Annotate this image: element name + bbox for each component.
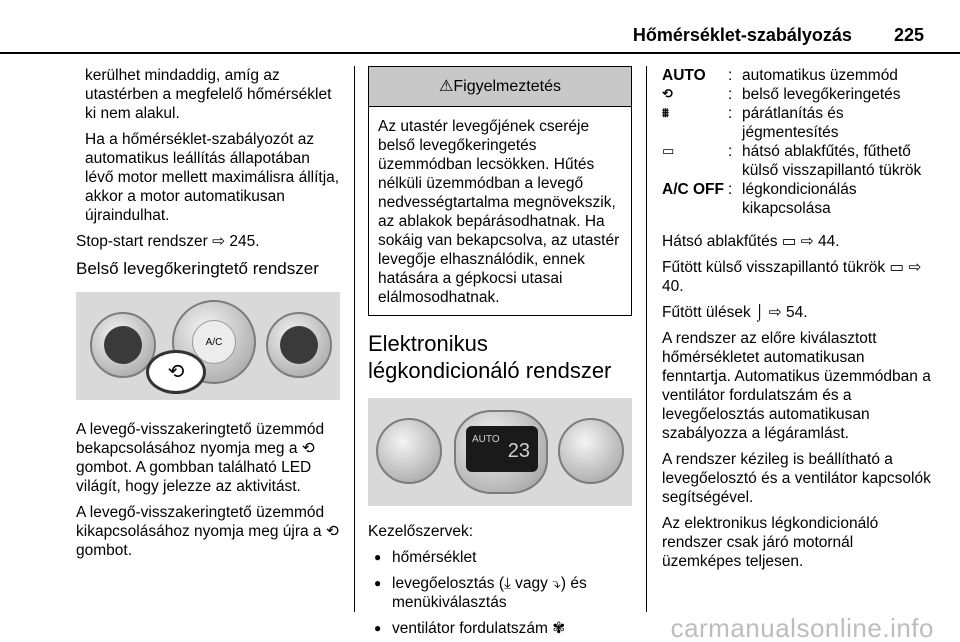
column-3 [662,66,932,578]
cross-reference: Stop-start rendszer ⇨ 245. [76,233,260,250]
list-item: ● ventilátor fordulatszám ✾ [368,619,632,638]
defrost-icon: ⩩ [662,106,669,121]
watermark: carmanualsonline.info [670,613,934,642]
cross-reference: Fűtött külső visszapillantó tükrök ▭ ⇨ 40. [662,259,922,295]
warning-title: ⚠Figyelmeztetés [369,67,631,107]
column-divider-2 [646,66,647,612]
legend-value: belső levegőkeringetés [742,86,901,103]
climate-control-illustration [368,398,632,506]
column-1 [76,66,340,567]
right-knob [266,312,332,378]
controls-title: Kezelőszervek: [368,523,474,540]
button-legend: AUTO : automatikus üzemmód ⟲ : belső levegőkeringetés ⩩ : párátlanítás és jégmentesítés ▭ : hátsó ablakfűtés, fűthető külső visszapillantó tükrök A/C OFF : légkondicionálás kikapcsolása [662,66,932,218]
legend-value: légkondicionálás kikapcsolása [742,181,857,217]
paragraph: A levegő-visszakeringtető üzemmód kikapcsolásához nyomja meg újra a ⟲ gombot. [76,504,339,559]
legend-value: párátlanítás és jégmentesítés [742,105,844,141]
cross-reference: Hátsó ablakfűtés ▭ ⇨ 44. [662,233,840,250]
rear-heat-icon: ▭ [662,144,675,159]
list-item: ● hőmérséklet [368,548,632,567]
climate-display [466,426,538,472]
page-header [633,26,924,45]
list-item: ● levegőelosztás (⤓ vagy ⤵) és menükiválasztás [368,574,632,612]
recirculation-illustration [76,292,340,400]
warning-box [368,66,632,316]
paragraph: A rendszer kézileg is beállítható a levegőelosztó és a ventilátor kapcsolók segítségével. [662,451,931,506]
display-temperature: 23 [507,440,530,462]
section-title: Hőmérséklet-szabályozás [632,25,852,45]
paragraph: A levegő-visszakeringtető üzemmód bekapcsolásához nyomja meg a ⟲ gombot. A gombban található LED világít, hogy jelezze az aktivitást. [76,421,325,495]
paragraph: Az elektronikus légkondicionáló rendszer csak járó motornál üzemképes teljesen. [662,515,879,570]
controls-list [368,548,632,638]
right-control [558,418,624,484]
left-control [376,418,442,484]
column-2 [368,66,632,642]
header-rule [0,52,960,54]
legend-key: AUTO [662,67,706,84]
cross-reference: Fűtött ülések ⌡ ⇨ 54. [662,304,808,321]
section-heading: Elektronikus légkondicionáló rendszer [368,331,612,383]
paragraph: kerülhet mindaddig, amíg az utastérben a megfelelő hőmérséklet ki nem alakul. [85,67,332,122]
paragraph: Ha a hőmérséklet-szabályozót az automatikus leállítás állapotában lévő motor mellett maximálisra állítja, akkor a motor automatikusan újraindulhat. [85,131,340,224]
page-number: 225 [893,25,924,45]
display-auto: AUTO [472,434,500,445]
legend-value: automatikus üzemmód [742,67,898,84]
recirculation-icon: ⟲ [146,350,206,394]
ac-label: A/C [192,320,236,364]
legend-key: A/C OFF [662,181,724,198]
warning-body: Az utastér levegőjének cseréje belső levegőkeringetés üzemmódban lecsökken. Hűtés nélküli üzemmódban a levegő nedvességtartalma megnövekszik, az ablakok bepárásodhatnak. Ha sokáig van bekapcsolva, az utastér levegője elhasználódik, ennek hatására a gépkocsi utasai elálmosodhatnak. [378,118,620,306]
legend-value: hátsó ablakfűtés, fűthető külső visszapillantó tükrök [742,143,922,179]
paragraph: A rendszer az előre kiválasztott hőmérsékletet automatikusan fenntartja. Automatikus üzemmódban a ventilátor fordulatszám és a levegőelosztás automatikusan szabályozza a légáramlást. [662,330,931,442]
section-heading: Belső levegőkeringtető rendszer [76,259,319,278]
column-divider-1 [354,66,355,612]
recirculation-icon: ⟲ [662,87,673,102]
